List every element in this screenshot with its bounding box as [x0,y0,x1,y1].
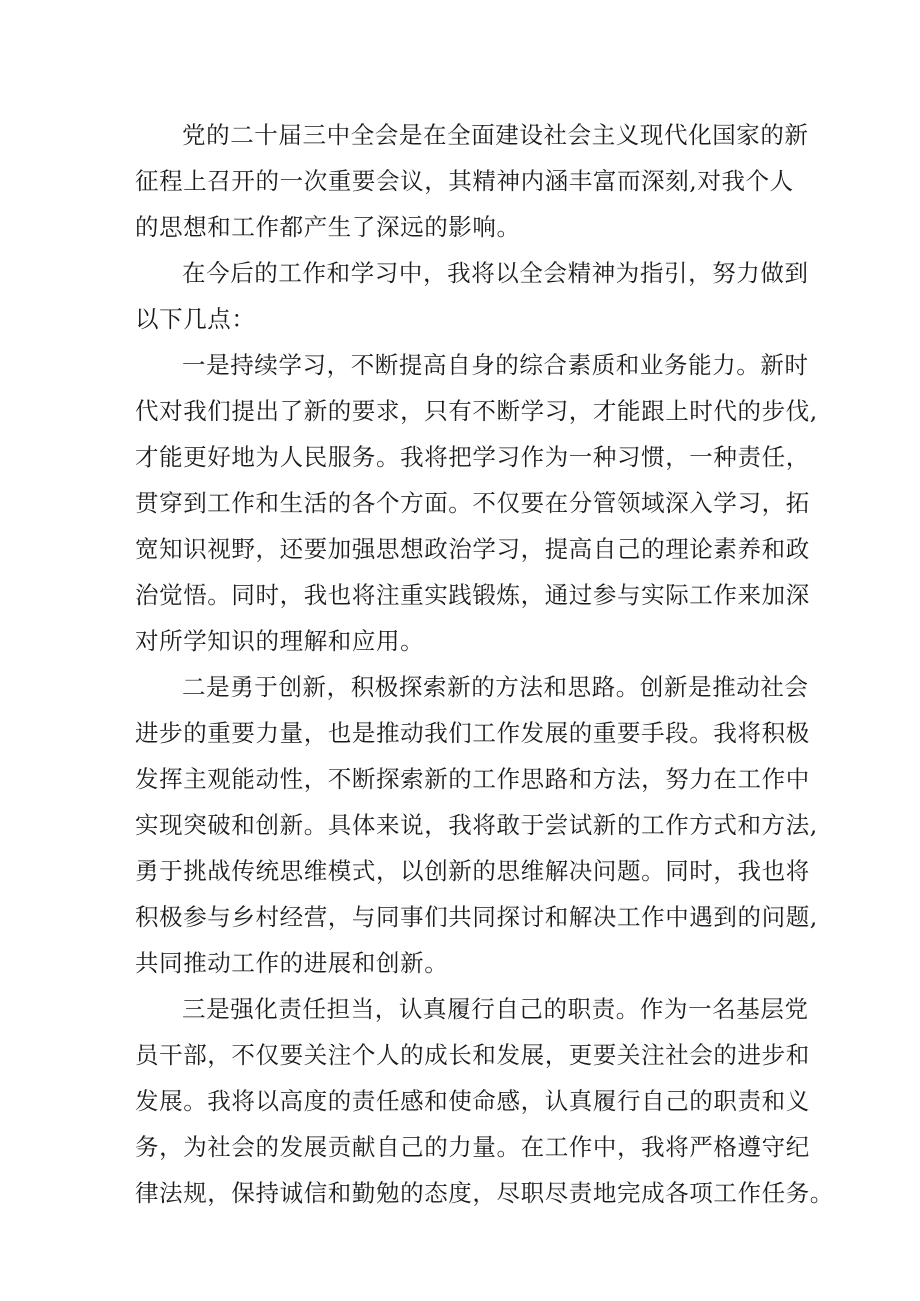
paragraph-1-line-1: 党的二十届三中全会是在全面建设社会主义现代化国家的新 [182,121,809,149]
paragraph-4-line-1: 二是勇于创新，积极探索新的方法和思路。创新是推动社会 [182,673,809,701]
paragraph-5-line-3: 发展。我将以高度的责任感和使命感，认真履行自己的职责和义 [135,1087,810,1115]
paragraph-3-line-2: 代对我们提出了新的要求，只有不断学习，才能跟上时代的步伐, [135,397,818,425]
paragraph-4-line-4: 实现突破和创新。具体来说，我将敢于尝试新的工作方式和方法, [135,811,818,839]
paragraph-5-line-4: 务，为社会的发展贡献自己的力量。在工作中，我将严格遵守纪 [135,1133,810,1161]
paragraph-3-line-4: 贯穿到工作和生活的各个方面。不仅要在分管领域深入学习，拓 [135,489,810,517]
paragraph-1-line-3: 的思想和工作都产生了深远的影响。 [135,213,521,241]
paragraph-4-line-6: 积极参与乡村经营，与同事们共同探讨和解决工作中遇到的问题, [135,903,818,931]
paragraph-4-line-3: 发挥主观能动性，不断探索新的工作思路和方法，努力在工作中 [135,765,810,793]
paragraph-4-line-5: 勇于挑战传统思维模式，以创新的思维解决问题。同时，我也将 [135,857,810,885]
paragraph-4-line-7: 共同推动工作的进展和创新。 [135,949,449,977]
paragraph-3-line-5: 宽知识视野，还要加强思想政治学习，提高自己的理论素养和政 [135,535,810,563]
paragraph-3-line-7: 对所学知识的理解和应用。 [135,627,425,655]
paragraph-1-line-2: 征程上召开的一次重要会议，其精神内涵丰富而深刻,对我个人 [135,167,794,195]
paragraph-5-line-1: 三是强化责任担当，认真履行自己的职责。作为一名基层党 [182,995,809,1023]
paragraph-3-line-1: 一是持续学习，不断提高自身的综合素质和业务能力。新时 [182,351,809,379]
paragraph-2-line-2: 以下几点： [135,305,256,333]
paragraph-2-line-1: 在今后的工作和学习中，我将以全会精神为指引，努力做到 [182,259,809,287]
paragraph-3-line-3: 才能更好地为人民服务。我将把学习作为一种习惯，一种责任， [135,443,810,471]
paragraph-5-line-2: 员干部，不仅要关注个人的成长和发展，更要关注社会的进步和 [135,1041,810,1069]
paragraph-4-line-2: 进步的重要力量，也是推动我们工作发展的重要手段。我将积极 [135,719,810,747]
paragraph-3-line-6: 治觉悟。同时，我也将注重实践锻炼，通过参与实际工作来加深 [135,581,810,609]
paragraph-5-line-5: 律法规，保持诚信和勤勉的态度，尽职尽责地完成各项工作任务。 [135,1179,834,1207]
